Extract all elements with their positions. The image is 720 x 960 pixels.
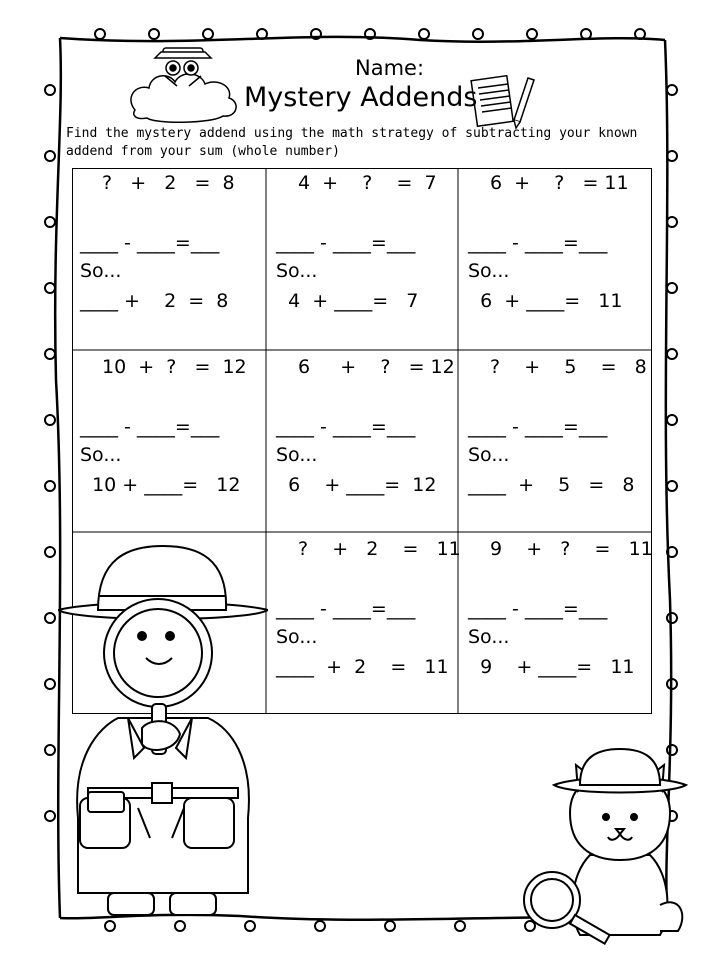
border-curl [95,29,105,39]
problem-equation: ? + 2 = 8 [102,172,235,194]
so-label: So... [276,626,318,648]
addition-blanks: 6 + ____= 11 [468,290,623,312]
border-curl [419,29,429,39]
detective-peeking-from-cloud-icon [125,40,245,125]
kid-detective-magnifier-icon [58,538,268,923]
notepad-pencil-icon [470,70,540,130]
so-label: So... [276,444,318,466]
border-curl [149,29,159,39]
border-curl [45,811,55,821]
so-label: So... [276,260,318,282]
border-curl [45,679,55,689]
page-title: Mystery Addends [244,82,478,113]
border-curl [315,921,325,931]
instructions-text: Find the mystery addend using the math strategy of subtracting your known addend from your sum (whole number) [66,126,638,159]
problem-cell [468,172,658,352]
border-curl [45,745,55,755]
problem-cell [80,356,270,536]
problem-equation: 6 + ? = 11 [490,172,629,194]
border-curl [45,85,55,95]
so-label: So... [80,444,122,466]
addition-blanks: 10 + ____= 12 [80,474,241,496]
subtraction-blanks: ____ - ____=___ [468,598,608,620]
addition-blanks: 9 + ____= 11 [468,656,635,678]
border-curl [385,921,395,931]
border-curl [667,481,677,491]
border-curl [667,415,677,425]
subtraction-blanks: ____ - ____=___ [276,598,416,620]
problem-equation: 4 + ? = 7 [298,172,437,194]
addition-blanks: 6 + ____= 12 [276,474,437,496]
so-label: So... [468,260,510,282]
subtraction-blanks: ____ - ____=___ [80,232,220,254]
border-curl [667,283,677,293]
so-label: So... [468,626,510,648]
problem-equation: ? + 5 = 8 [490,356,647,378]
problem-equation: 9 + ? = 11 [490,538,653,560]
problem-equation: 10 + ? = 12 [102,356,247,378]
border-curl [45,349,55,359]
addition-blanks: 4 + ____= 7 [276,290,419,312]
subtraction-blanks: ____ - ____=___ [468,232,608,254]
border-curl [45,547,55,557]
border-curl [527,29,537,39]
cat-detective-icon [520,745,690,945]
problem-cell [276,356,466,536]
border-curl [667,613,677,623]
so-label: So... [80,260,122,282]
problem-equation: ? + 2 = 11 [298,538,461,560]
border-curl [581,29,591,39]
so-label: So... [468,444,510,466]
border-curl [667,217,677,227]
border-curl [473,29,483,39]
border-curl [667,85,677,95]
border-curl [45,283,55,293]
problem-cell [468,538,658,718]
problem-cell [276,172,466,352]
problem-equation: 6 + ? = 12 [298,356,455,378]
border-curl [45,613,55,623]
subtraction-blanks: ____ - ____=___ [80,416,220,438]
problem-cell [468,356,658,536]
border-curl [455,921,465,931]
addition-blanks: ____ + 2 = 11 [276,656,449,678]
addition-blanks: ____ + 5 = 8 [468,474,635,496]
subtraction-blanks: ____ - ____=___ [276,416,416,438]
addition-blanks: ____ + 2 = 8 [80,290,229,312]
subtraction-blanks: ____ - ____=___ [468,416,608,438]
border-curl [45,151,55,161]
problem-cell [276,538,466,718]
problem-cell [80,172,270,352]
border-curl [45,481,55,491]
border-curl [45,415,55,425]
subtraction-blanks: ____ - ____=___ [276,232,416,254]
border-curl [45,217,55,227]
name-label: Name: [355,56,425,80]
border-curl [203,29,213,39]
